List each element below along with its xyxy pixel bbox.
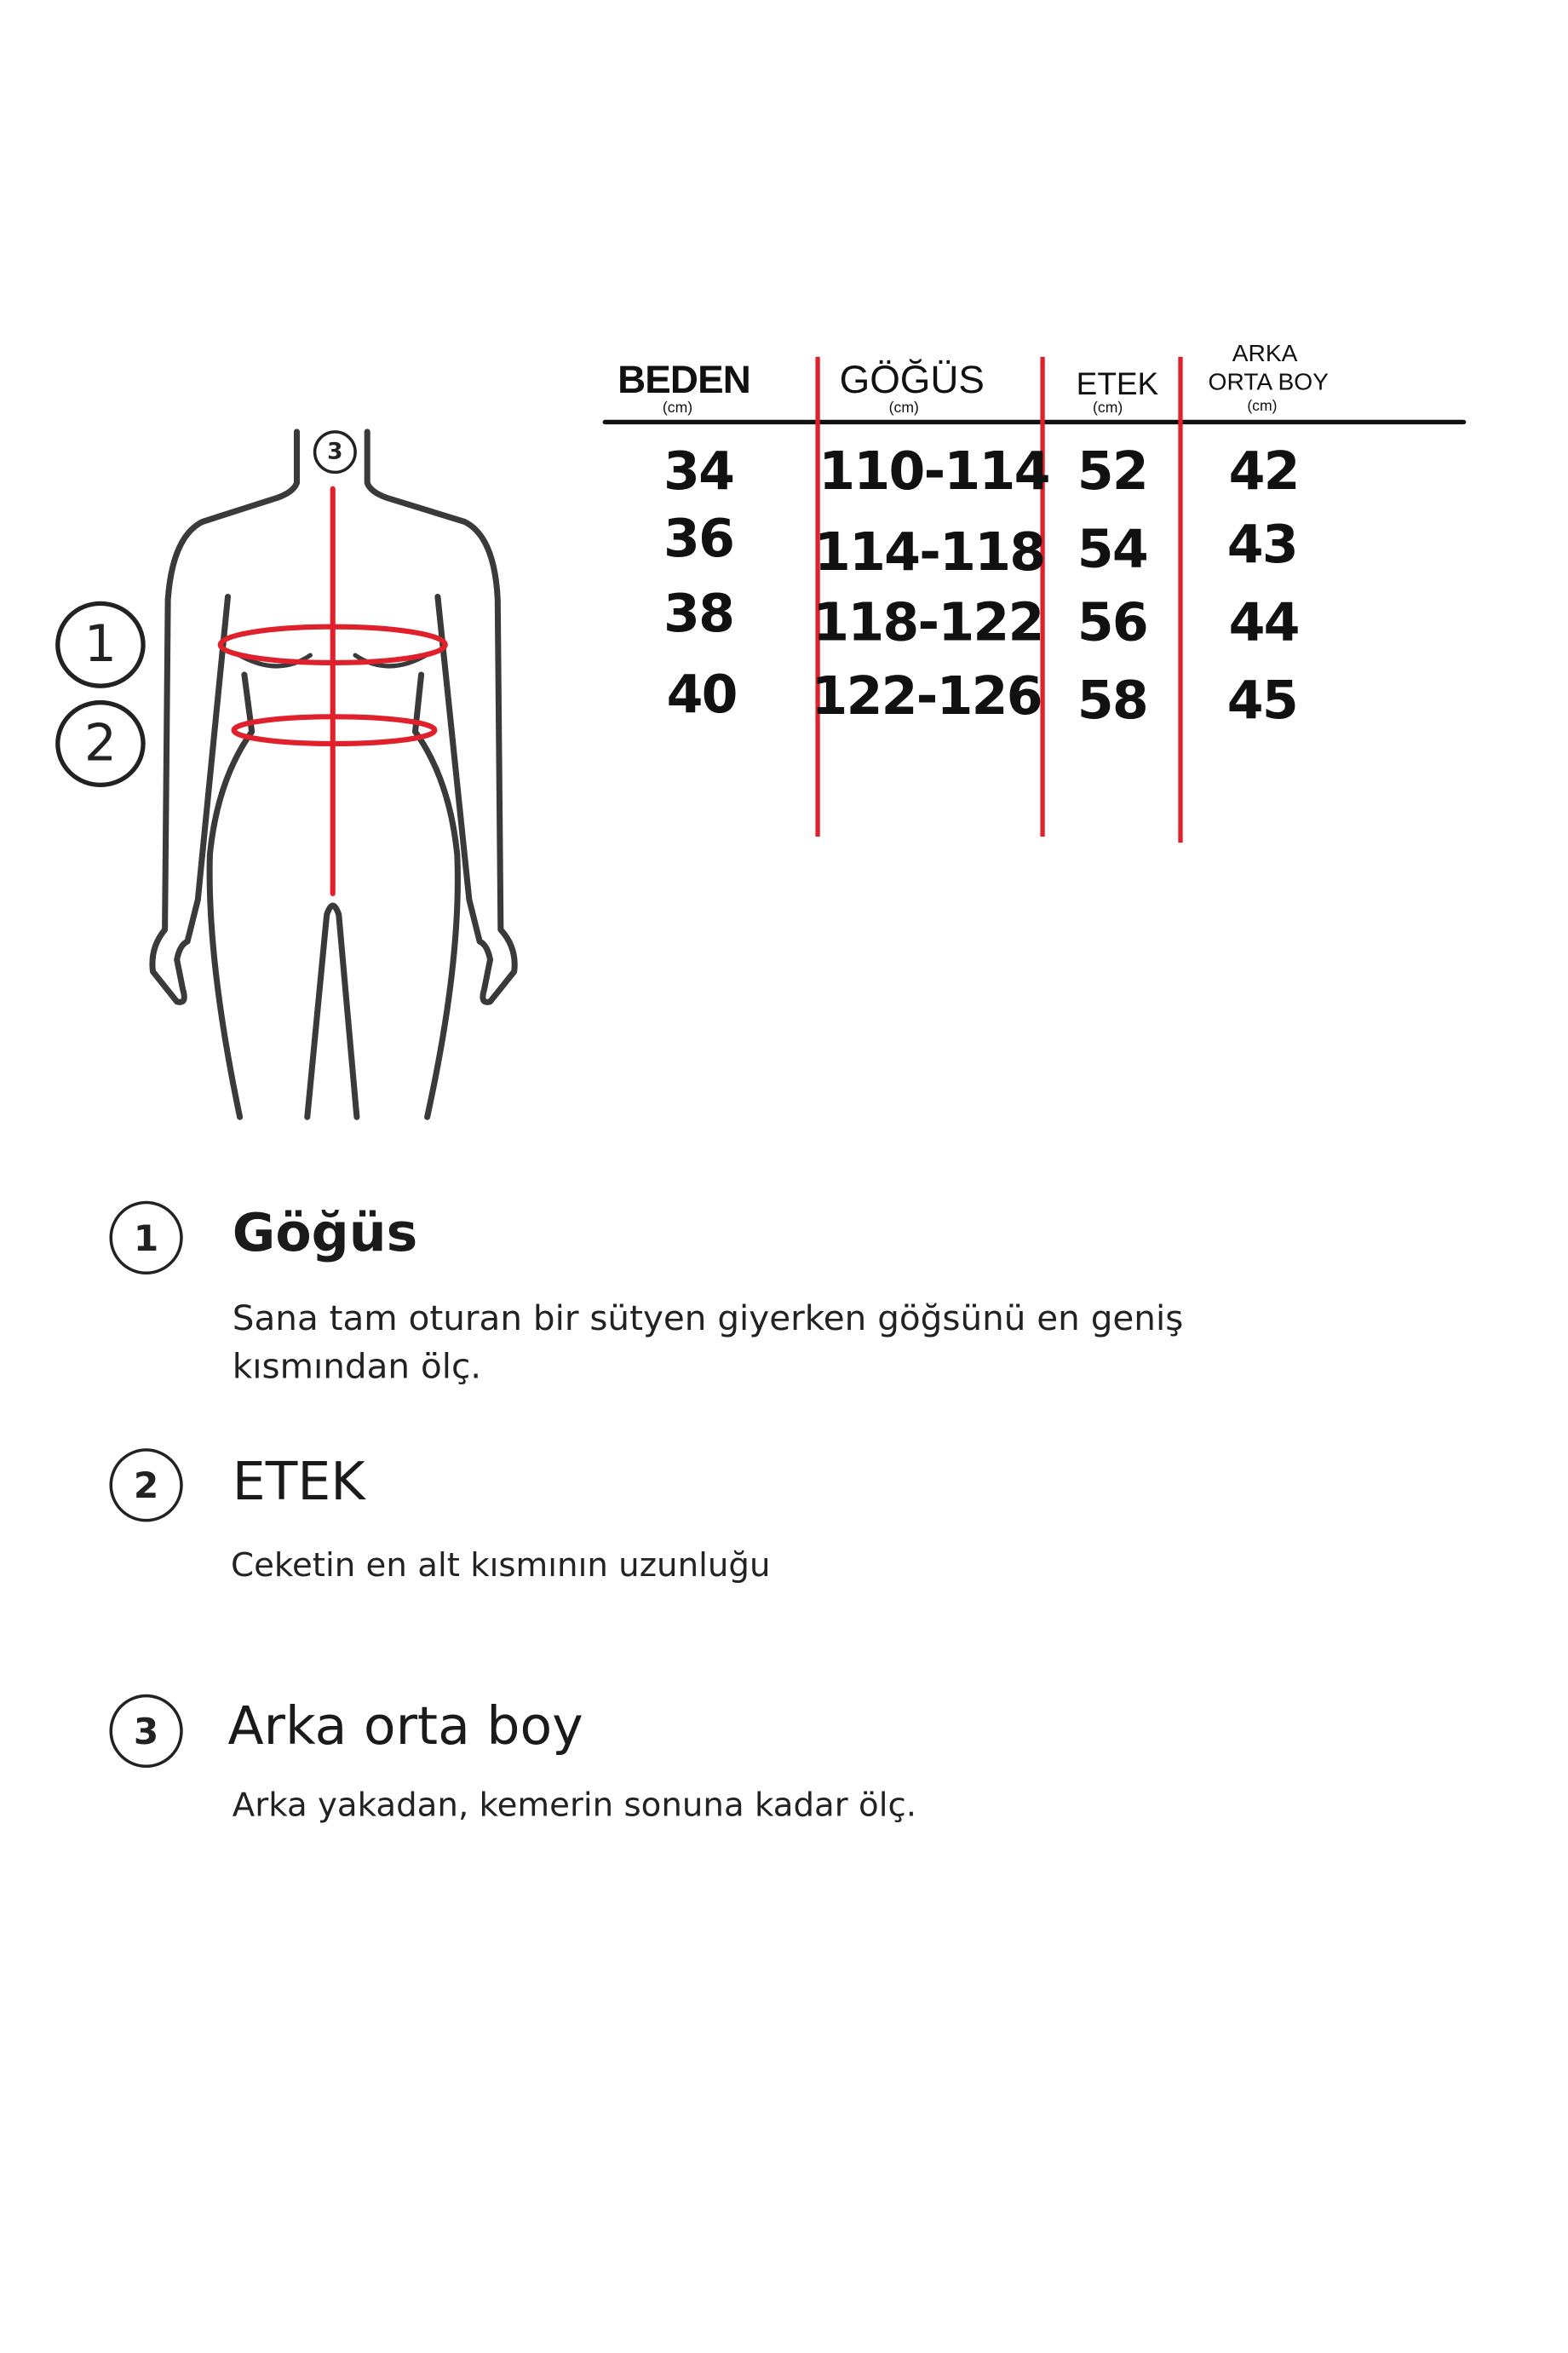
legend-description: Sana tam oturan bir sütyen giyerken göğsünü en geniş bbox=[232, 1299, 1184, 1339]
table-cell: 56 bbox=[1077, 593, 1148, 654]
table-cell: 43 bbox=[1226, 515, 1298, 576]
legend-title: ETEK bbox=[232, 1453, 365, 1513]
table-cell: 40 bbox=[666, 665, 737, 726]
legend-title: Arka orta boy bbox=[227, 1697, 583, 1758]
marker-1-icon: 1 bbox=[55, 601, 146, 688]
table-cell: 114-118 bbox=[813, 523, 1045, 584]
header-gogus: GÖĞÜS bbox=[839, 356, 985, 402]
table-cell: 122-126 bbox=[811, 667, 1042, 728]
marker-2-icon: 2 bbox=[55, 700, 146, 787]
header-etek: ETEK bbox=[1076, 367, 1159, 402]
table-cell: 118-122 bbox=[813, 593, 1043, 654]
column-divider bbox=[1178, 357, 1182, 843]
table-cell: 58 bbox=[1077, 671, 1148, 732]
table-cell: 54 bbox=[1077, 520, 1148, 581]
header-divider bbox=[603, 420, 1467, 424]
table-cell: 36 bbox=[663, 509, 734, 570]
header-beden: BEDEN bbox=[617, 356, 750, 402]
inner-legs bbox=[307, 906, 357, 1117]
number-1-icon: 1 bbox=[109, 1201, 182, 1274]
header-beden-unit: (cm) bbox=[662, 400, 693, 417]
legend-title: Göğüs bbox=[232, 1204, 418, 1264]
table-cell: 38 bbox=[663, 584, 734, 645]
legend-description: Ceketin en alt kısmının uzunluğu bbox=[231, 1547, 771, 1585]
table-cell: 34 bbox=[663, 442, 734, 503]
table-cell: 44 bbox=[1228, 593, 1299, 654]
table-cell: 45 bbox=[1226, 671, 1298, 732]
header-orta-boy: ORTA BOY bbox=[1208, 370, 1329, 396]
number-2-icon: 2 bbox=[109, 1448, 182, 1522]
marker-3-icon: 3 bbox=[313, 430, 357, 474]
table-cell: 42 bbox=[1228, 442, 1299, 503]
table-cell: 52 bbox=[1077, 442, 1148, 503]
header-etek-unit: (cm) bbox=[1093, 400, 1123, 417]
header-gogus-unit: (cm) bbox=[888, 400, 919, 417]
number-3-icon: 3 bbox=[109, 1694, 182, 1768]
header-arka: ARKA bbox=[1232, 342, 1298, 368]
table-cell: 110-114 bbox=[818, 442, 1049, 503]
header-arka-unit: (cm) bbox=[1247, 399, 1278, 416]
body-figure-illustration bbox=[0, 0, 600, 1140]
legend-description: kısmından ölç. bbox=[232, 1348, 482, 1387]
legend-description: Arka yakadan, kemerin sonuna kadar ölç. bbox=[232, 1786, 917, 1825]
